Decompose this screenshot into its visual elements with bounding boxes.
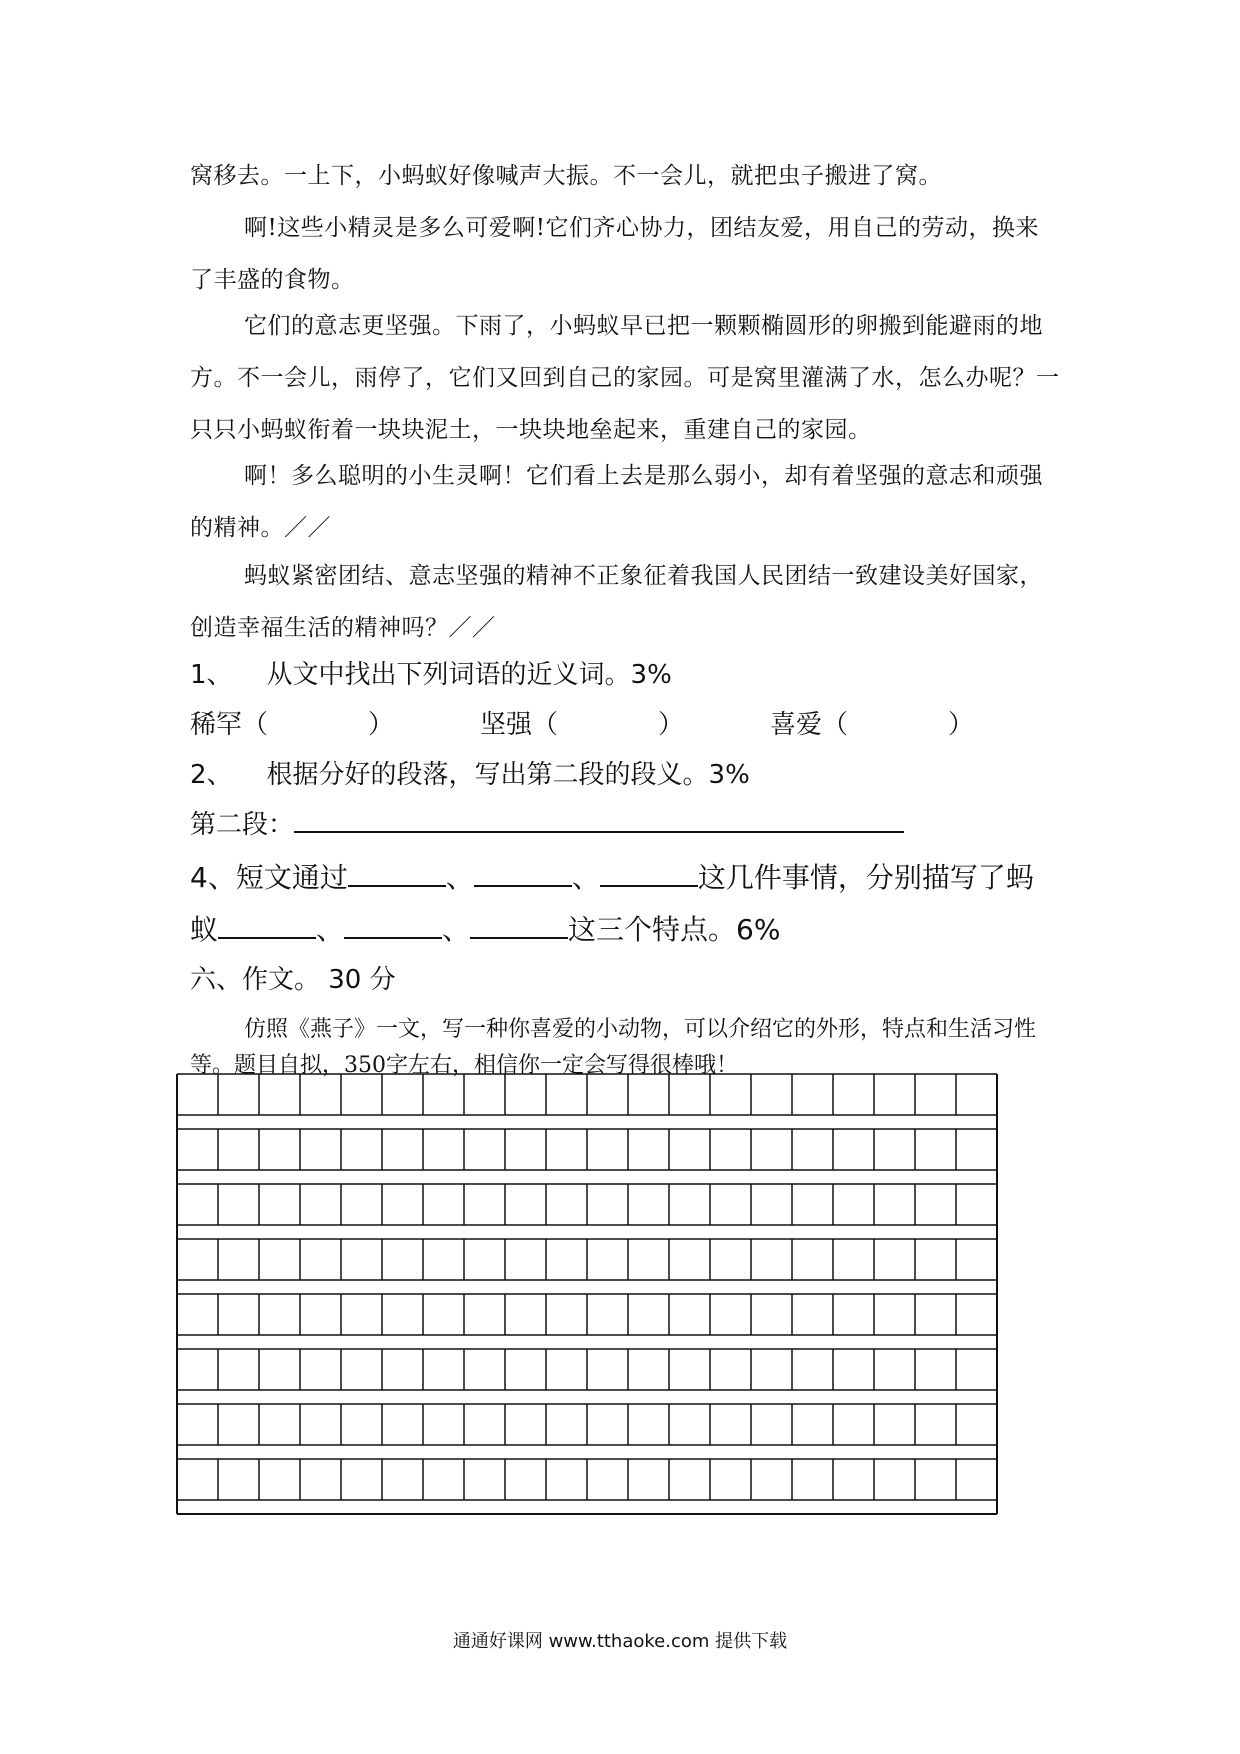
question-1-number: 1、 bbox=[190, 660, 233, 690]
passage-paragraph-4: 啊！多么聪明的小生灵啊！它们看上去是那么弱小，却有着坚强的意志和顽强的精神。／／ bbox=[190, 463, 1043, 541]
composition-heading: 六、作文。 30 分 bbox=[190, 965, 396, 995]
passage-paragraph-1: 窝移去。一上下，小蚂蚁好像喊声大振。不一会儿，就把虫子搬进了窝。 bbox=[190, 163, 942, 189]
composition-prompt: 仿照《燕子》一文，写一种你喜爱的小动物，可以介绍它的外形，特点和生活习性等。题目自拟，350字左右，相信你一定会写得很棒哦！ bbox=[190, 1017, 1037, 1078]
question-2 bbox=[190, 750, 1070, 800]
synonym-item-2: 坚强（ ） bbox=[480, 710, 685, 740]
composition-grid[interactable] bbox=[176, 1073, 998, 1603]
answer-blank[interactable] bbox=[600, 855, 698, 887]
synonym-item-3: 喜爱（ ） bbox=[770, 710, 975, 740]
question-2-number: 2、 bbox=[190, 760, 233, 790]
passage-paragraph-5: 蚂蚁紧密团结、意志坚强的精神不正象征着我国人民团结一致建设美好国家，创造幸福生活的精神吗？／／ bbox=[190, 563, 1043, 641]
synonym-item-1: 稀罕（ ） bbox=[190, 710, 395, 740]
answer-blank[interactable] bbox=[470, 907, 568, 939]
question-4: 4、短文通过 、 、 这几件事情，分别描写了蚂 bbox=[190, 852, 1070, 904]
passage-paragraph-3: 它们的意志更坚强。下雨了，小蚂蚁早已把一颗颗椭圆形的卵搬到能避雨的地方。不一会儿，雨停了，它们又回到自己的家园。可是窝里灌满了水，怎么办呢？一只只小蚂蚁衔着一块块泥土，一块块地垒起来，重建自己的家园。 bbox=[190, 313, 1060, 443]
answer-blank[interactable] bbox=[474, 855, 572, 887]
question-2-text: 根据分好的段落，写出第二段的段义。3% bbox=[266, 760, 750, 790]
answer-blank[interactable] bbox=[348, 855, 446, 887]
answer-blank[interactable] bbox=[218, 907, 316, 939]
question-2-label: 第二段： bbox=[190, 810, 295, 840]
question-1-text: 从文中找出下列词语的近义词。3% bbox=[266, 660, 672, 690]
footer-credit: 通通好课网 www.tthaoke.com 提供下载 bbox=[452, 1631, 788, 1652]
question-2-answer bbox=[190, 800, 1070, 850]
question-1 bbox=[190, 650, 1070, 700]
answer-line[interactable] bbox=[294, 801, 904, 833]
question-4-line-2: 蚁 、 、 这三个特点。6% bbox=[190, 904, 1070, 956]
answer-blank[interactable] bbox=[344, 907, 442, 939]
passage-paragraph-2: 啊!这些小精灵是多么可爱啊!它们齐心协力，团结友爱，用自己的劳动，换来了丰盛的食物。 bbox=[190, 215, 1039, 293]
